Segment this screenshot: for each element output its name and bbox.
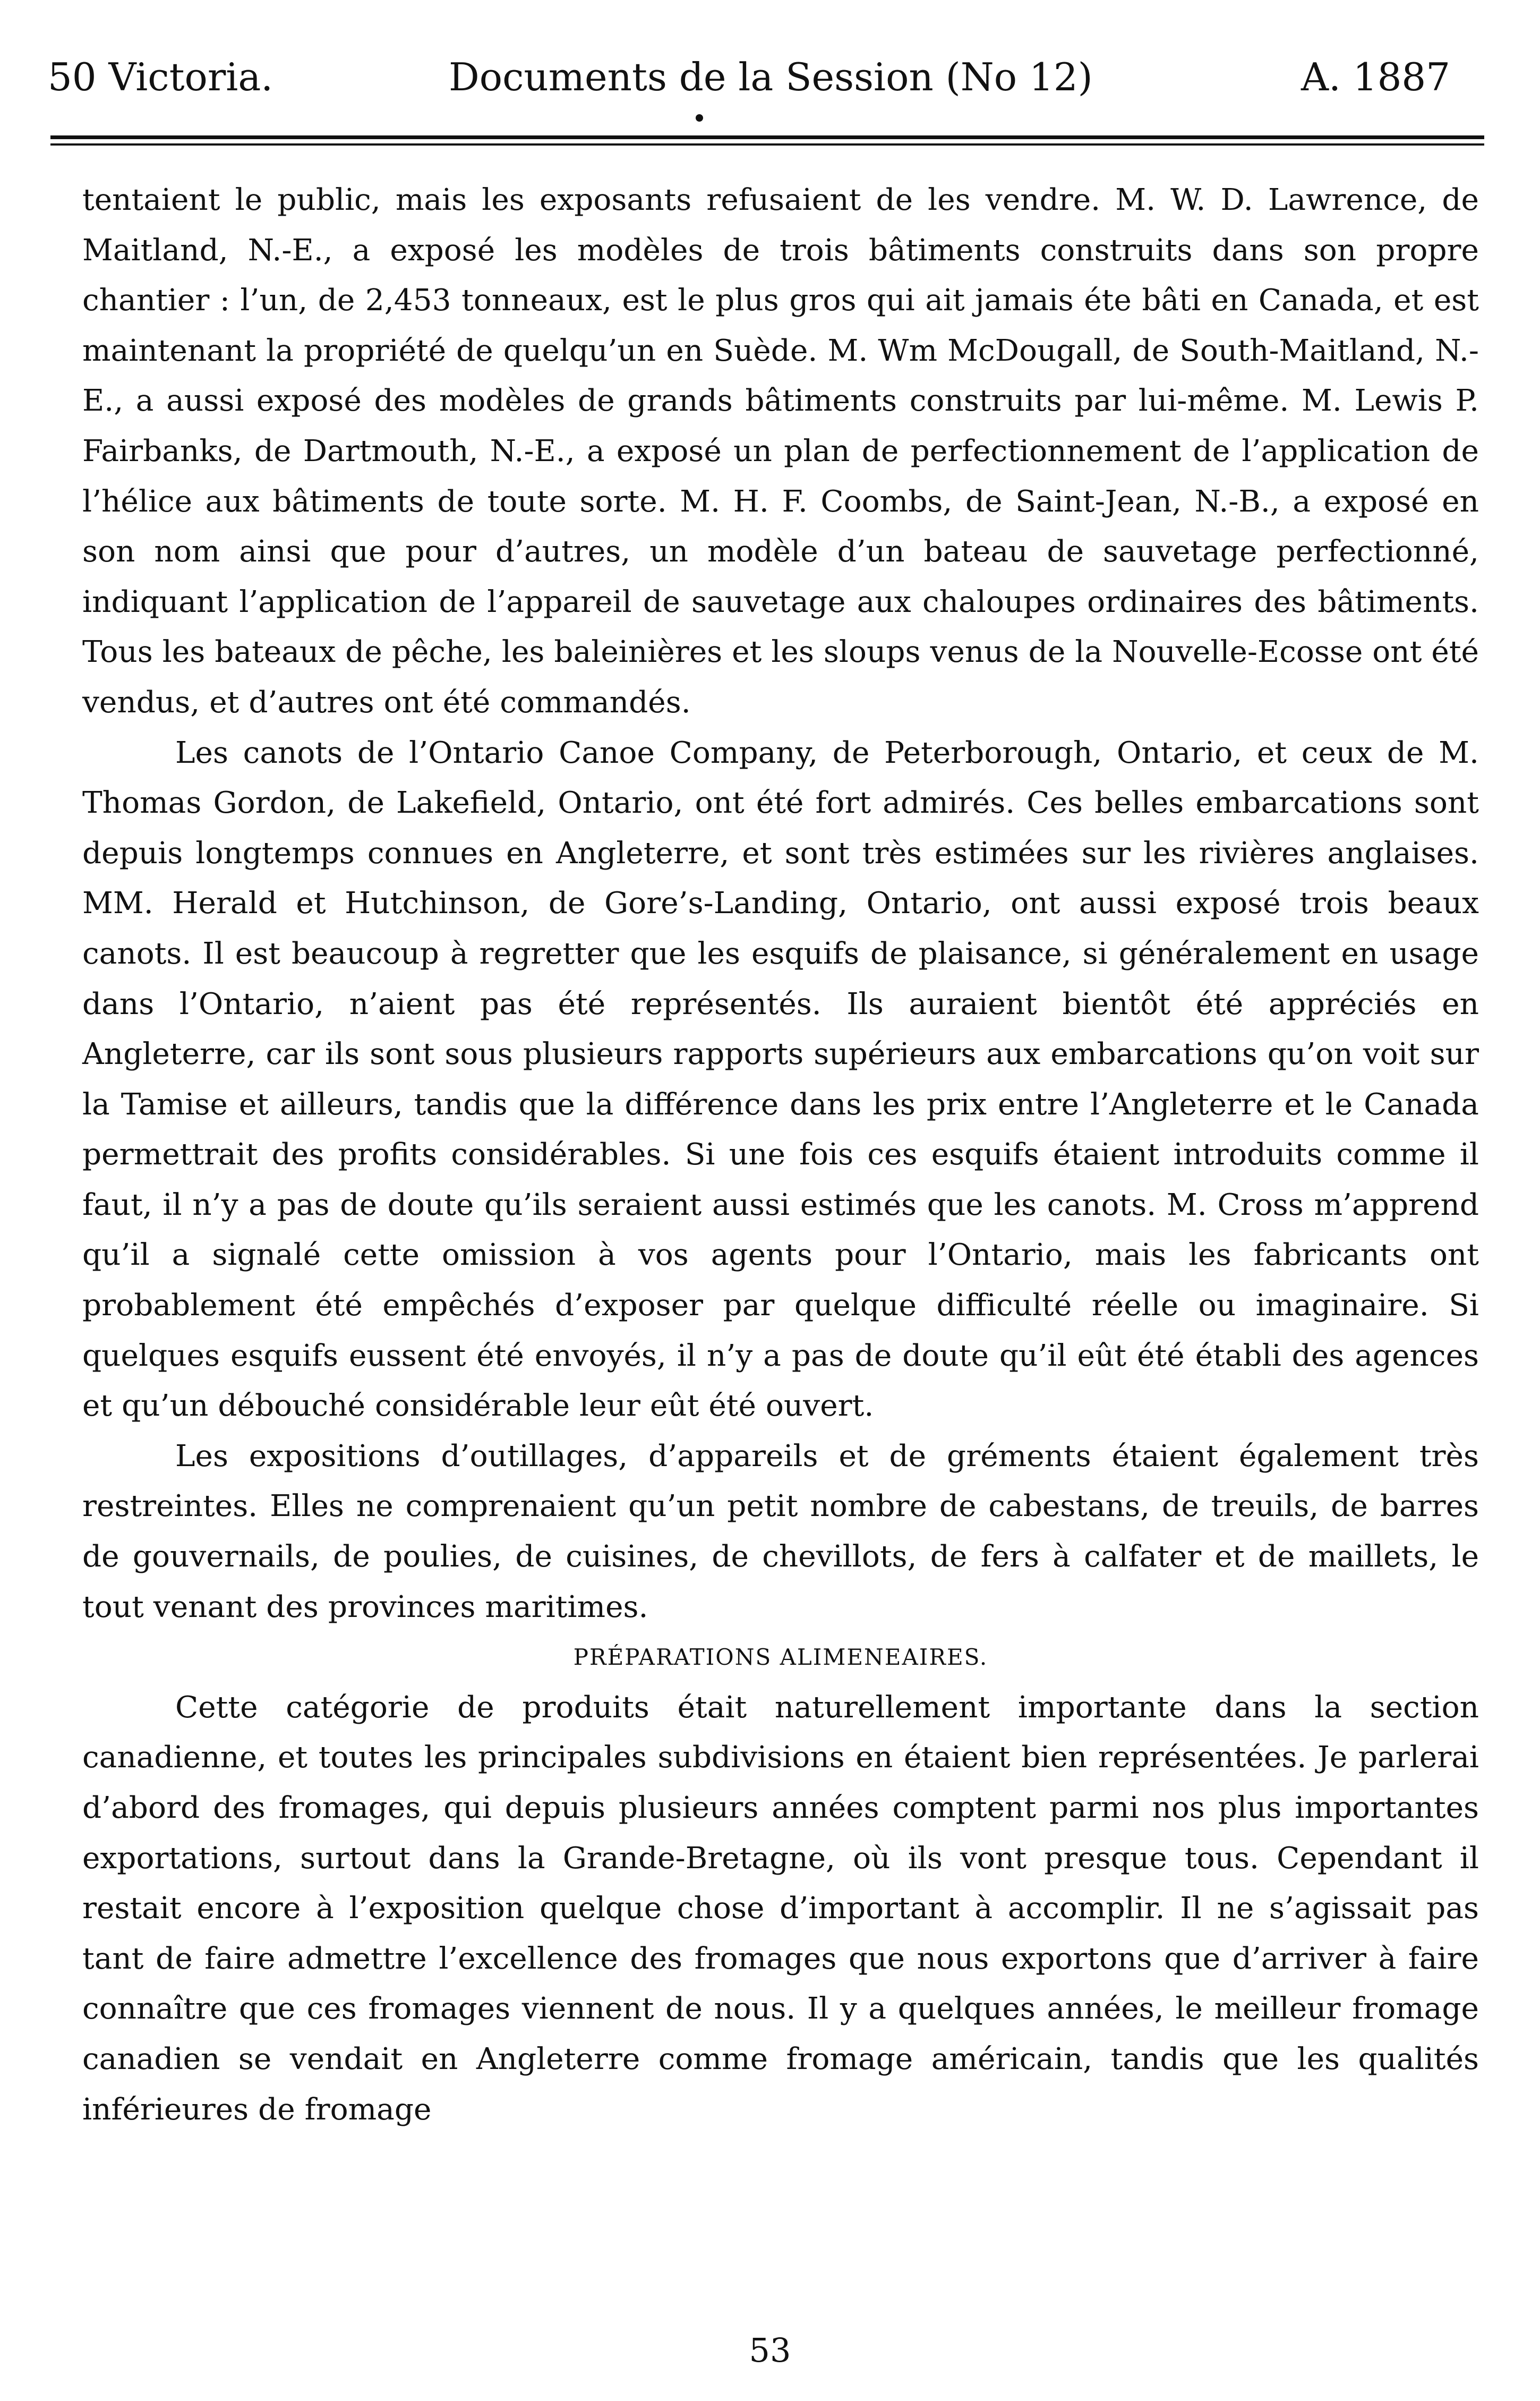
page-number: 53 [749, 2331, 791, 2370]
paragraph-canoes: Les canots de l’Ontario Canoe Company, de Peterborough, Ontario, et ceux de M. Thomas Gordon, de Lakefield, Ontario, ont été fort admirés. Ces belles embarcations sont depuis longtemps connues en Angleterre, et sont très estimées sur les rivières anglaises. MM. Herald et Hutchinson, de Gore’s-Landing, Ontario, ont aussi exposé trois beaux canots. Il est beaucoup à regretter que les esquifs de plaisance, si généralement en usage dans l’Ontario, n’aient pas été représentés. Ils auraient bientôt été appréciés en Angleterre, car ils sont sous plusieurs rapports supérieurs aux embarcations qu’on voit sur la Tamise et ailleurs, tandis que la différence dans les prix entre l’Angleterre et le Canada permettrait des profits considérables. Si une fois ces esquifs étaient introduits comme il faut, il n’y a pas de doute qu’ils seraient aussi estimés que les canots. M. Cross m’apprend qu’il a signalé cette omission à vos agents pour l’Ontario, mais les fabricants ont probablement été empêchés d’exposer par quelque difficulté réelle ou imaginaire. Si quelques esquifs eussent été envoyés, il n’y a pas de doute qu’il eût été établi des agences et qu’un débouché considérable leur eût été ouvert. [82, 735, 1479, 1424]
body-text [82, 175, 1479, 2135]
paragraph-food-preparations: Cette catégorie de produits était naturellement importante dans la section canadienne, et toutes les principales subdivisions en étaient bien représentées. Je parlerai d’abord des fromages, qui depuis plusieurs années comptent parmi nos plus importantes exportations, surtout dans la Grande-Bretagne, où ils vont presque tous. Cependant il restait encore à l’exposition quelque chose d’important à accomplir. Il ne s’agissait pas tant de faire admettre l’excellence des fromages que nous exportons que d’arriver à faire connaître que ces fromages viennent de nous. Il y a quelques années, le meilleur fromage canadien se vendait en Angleterre comme fromage américain, tandis que les qualités inférieures de fromage [82, 1690, 1479, 2127]
running-header [0, 53, 1540, 101]
paragraph-continuation: tentaient le public, mais les exposants refusaient de les vendre. M. W. D. Lawrence, de Maitland, N.-E., a exposé les modèles de trois bâtiments construits dans son propre chantier : l’un, de 2,453 tonneaux, est le plus gros qui ait jamais éte bâti en Canada, et est maintenant la propriété de quelqu’un en Suède. M. Wm McDougall, de South-Maitland, N.-E., a aussi exposé des modèles de grands bâtiments construits par lui-même. M. Lewis P. Fairbanks, de Dartmouth, N.-E., a exposé un plan de perfectionnement de l’application de l’hélice aux bâtiments de toute sorte. M. H. F. Coombs, de Saint-Jean, N.-B., a exposé en son nom ainsi que pour d’autres, un modèle d’un bateau de sauvetage perfectionné, indiquant l’application de l’appareil de sauvetage aux chaloupes ordinaires des bâtiments. Tous les bateaux de pêche, les baleinières et les sloups venus de la Nouvelle-Ecosse ont été vendus, et d’autres ont été commandés. [82, 183, 1479, 720]
header-session-year: 50 Victoria. [48, 55, 273, 99]
header-rule-thin [50, 143, 1484, 146]
paragraph-equipment: Les expositions d’outillages, d’appareils et de gréments étaient également très restreintes. Elles ne comprenaient qu’un petit nombre de cabestans, de treuils, de barres de gouvernails, de poulies, de cuisines, de chevillots, de fers à calfater et de maillets, le tout venant des provinces maritimes. [82, 1438, 1479, 1624]
header-dot-ornament [696, 114, 703, 122]
header-rule-thick [50, 135, 1484, 139]
header-year: A. 1887 [1301, 55, 1451, 99]
section-heading: PRÉPARATIONS ALIMENEAIRES. [573, 1644, 988, 1671]
header-title: Documents de la Session (No 12) [449, 55, 1093, 99]
